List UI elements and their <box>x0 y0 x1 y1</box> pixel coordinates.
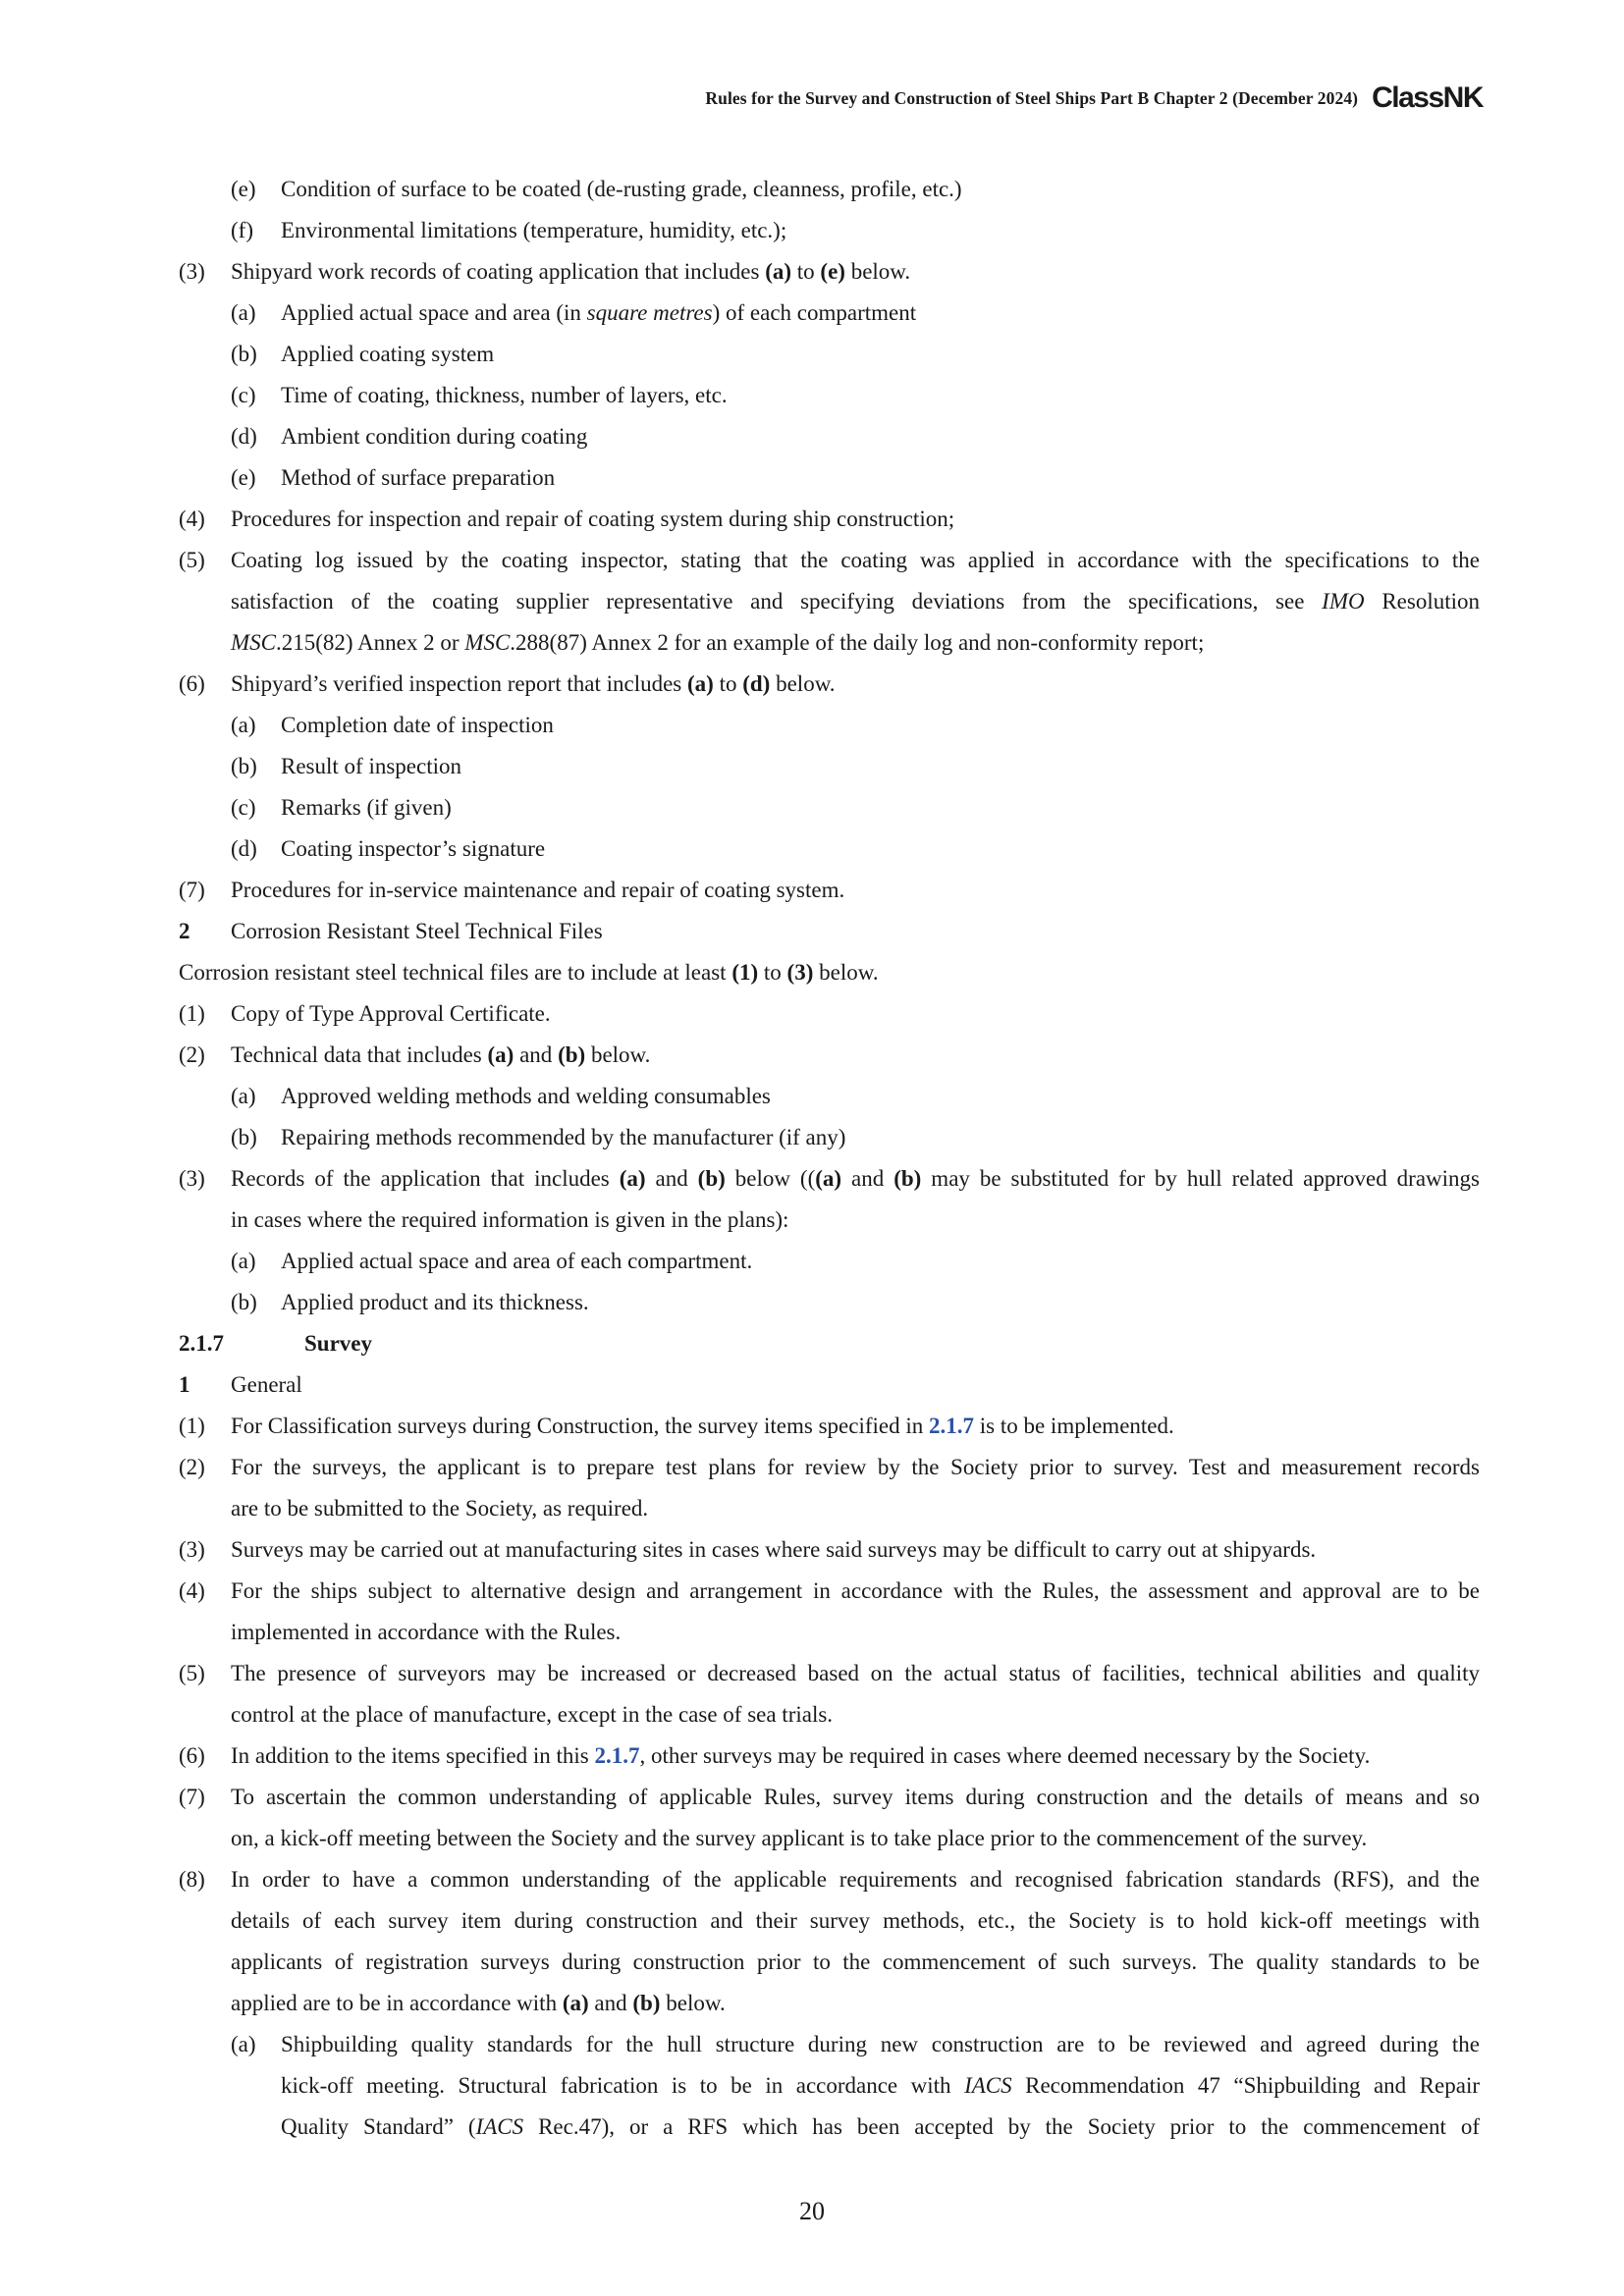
list-item: (8) In order to have a common understanding of the applicable requirements and recognised fabrication standards (RFS), and the <box>179 1867 1480 1892</box>
list-item: (6) In addition to the items specified in this 2.1.7, other surveys may be required in cases where deemed necessary by the Society. <box>179 1743 1371 1768</box>
classnk-logo: ClassNK <box>1372 81 1483 114</box>
list-item: (d) Ambient condition during coating <box>231 424 588 449</box>
list-item-continuation: MSC.215(82) Annex 2 or MSC.288(87) Annex 2 for an example of the daily log and non-conformity report; <box>231 630 1205 655</box>
list-item-continuation: are to be submitted to the Society, as required. <box>231 1496 649 1521</box>
list-item: (1) Copy of Type Approval Certificate. <box>179 1001 551 1026</box>
list-item: (b) Applied product and its thickness. <box>231 1290 589 1314</box>
page-header <box>550 79 1483 118</box>
list-item: (7) To ascertain the common understanding of applicable Rules, survey items during construction and the details of means and so <box>179 1785 1480 1809</box>
list-item-continuation: on, a kick-off meeting between the Society and the survey applicant is to take place prior to the commencement of the survey. <box>231 1826 1368 1850</box>
subsection-heading: 1 General <box>179 1372 302 1397</box>
list-item: (4) For the ships subject to alternative design and arrangement in accordance with the Rules, the assessment and approval are to be <box>179 1578 1480 1603</box>
list-item-continuation: applied are to be in accordance with (a) and (b) below. <box>231 1991 726 2015</box>
list-item: (2) For the surveys, the applicant is to prepare test plans for review by the Society prior to survey. Test and measurement records <box>179 1455 1480 1479</box>
list-item: (b) Repairing methods recommended by the manufacturer (if any) <box>231 1125 846 1149</box>
list-item: (e) Condition of surface to be coated (de-rusting grade, cleanness, profile, etc.) <box>231 177 962 201</box>
list-item-continuation: details of each survey item during construction and their survey methods, etc., the Society is to hold kick-off meetings with <box>231 1908 1480 1933</box>
list-item: (c) Remarks (if given) <box>231 795 452 820</box>
list-item-continuation: applicants of registration surveys during construction prior to the commencement of such surveys. The quality standards to be <box>231 1949 1480 1974</box>
list-item: (5) Coating log issued by the coating inspector, stating that the coating was applied in accordance with the specifications to the <box>179 548 1480 572</box>
paragraph: Corrosion resistant steel technical files are to include at least (1) to (3) below. <box>179 960 879 985</box>
list-item: (a) Completion date of inspection <box>231 713 554 737</box>
list-item-continuation: in cases where the required information is given in the plans): <box>231 1207 789 1232</box>
list-item: (1) For Classification surveys during Construction, the survey items specified in 2.1.7 is to be implemented. <box>179 1414 1174 1438</box>
list-item: (6) Shipyard’s verified inspection report that includes (a) to (d) below. <box>179 671 836 696</box>
list-item: (d) Coating inspector’s signature <box>231 836 546 861</box>
list-item: (4) Procedures for inspection and repair of coating system during ship construction; <box>179 507 955 531</box>
list-item-continuation: implemented in accordance with the Rules. <box>231 1620 622 1644</box>
list-item: (f) Environmental limitations (temperature, humidity, etc.); <box>231 218 787 242</box>
list-item: (2) Technical data that includes (a) and (b) below. <box>179 1042 651 1067</box>
document-body <box>179 169 1480 2148</box>
list-item: (7) Procedures for in-service maintenance and repair of coating system. <box>179 878 845 902</box>
list-item-continuation: Quality Standard” (IACS Rec.47), or a RFS which has been accepted by the Society prior to the commencement of <box>281 2114 1480 2139</box>
list-item-continuation: kick-off meeting. Structural fabrication is to be in accordance with IACS Recommendation 47 “Shipbuilding and Repair <box>281 2073 1480 2098</box>
header-title: Rules for the Survey and Construction of Steel Ships Part B Chapter 2 (December 2024) <box>705 87 1359 108</box>
list-item: (5) The presence of surveyors may be increased or decreased based on the actual status of facilities, technical abilities and quality <box>179 1661 1480 1685</box>
list-item: (a) Applied actual space and area of each compartment. <box>231 1249 753 1273</box>
list-item: (e) Method of surface preparation <box>231 465 556 490</box>
list-item: (3) Shipyard work records of coating application that includes (a) to (e) below. <box>179 259 911 284</box>
list-item: (3) Records of the application that includes (a) and (b) below (((a) and (b) may be substituted for by hull related approved drawings <box>179 1166 1480 1191</box>
list-item-continuation: satisfaction of the coating supplier representative and specifying deviations from the specifications, see IMO Resolution <box>231 589 1480 614</box>
subsection-heading: 2 Corrosion Resistant Steel Technical Files <box>179 919 603 943</box>
list-item: (a) Approved welding methods and welding consumables <box>231 1084 771 1108</box>
list-item: (3) Surveys may be carried out at manufacturing sites in cases where said surveys may be difficult to carry out at shipyards. <box>179 1537 1317 1562</box>
section-link[interactable]: 2.1.7 <box>594 1743 640 1768</box>
section-heading: 2.1.7 Survey <box>179 1331 372 1356</box>
list-item: (b) Applied coating system <box>231 342 495 366</box>
list-item-continuation: control at the place of manufacture, except in the case of sea trials. <box>231 1702 834 1727</box>
list-item: (a) Shipbuilding quality standards for the hull structure during new construction are to be reviewed and agreed during the <box>231 2032 1480 2056</box>
list-item: (b) Result of inspection <box>231 754 461 778</box>
section-link[interactable]: 2.1.7 <box>928 1414 974 1438</box>
list-item: (a) Applied actual space and area (in square metres) of each compartment <box>231 300 917 325</box>
page-number: 20 <box>799 2197 825 2225</box>
list-item: (c) Time of coating, thickness, number of layers, etc. <box>231 383 728 407</box>
